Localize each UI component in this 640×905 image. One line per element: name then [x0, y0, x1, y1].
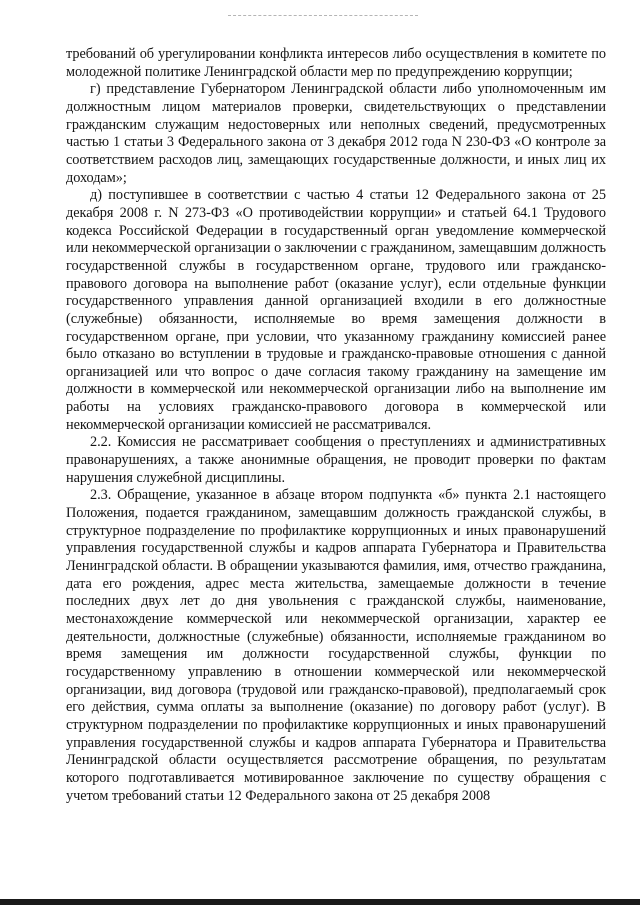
- paragraph-item-g: г) представление Губернатором Ленинградской области либо уполномоченным им должностным лицом материалов проверки, свидетельствующих о представлении гражданским служащим недостоверных или неполных сведений, предусмотренных частью 1 статьи 3 Федерального закона от 3 декабря 2012 года N 230-ФЗ «О контроле за соответствием расходов лиц, замещающих государственные должности, и иных лиц их доходам»;: [66, 81, 606, 186]
- paragraph-continuation: требований об урегулировании конфликта интересов либо осуществления в комитете по молодежной политике Ленинградской области мер по предупреждению коррупции;: [66, 46, 606, 80]
- scan-edge-line: [228, 15, 418, 16]
- paragraph-item-d: д) поступившее в соответствии с частью 4 статьи 12 Федерального закона от 25 декабря 2008 г. N 273-ФЗ «О противодействии коррупции» и статьей 64.1 Трудового кодекса Российской Федерации в государственный орган уведомление коммерческой или некоммерческой организации о заключении с гражданином, замещавшим должность государственной службы в государственном органе, трудового или гражданско-правового договора на выполнение работ (оказание услуг), если отдельные функции государственного управления данной организацией входили в его должностные (служебные) обязанности, исполняемые во время замещения должности в государственном органе, при условии, что указанному гражданину комиссией ранее было отказано во вступлении в трудовые и гражданско-правовые отношения с данной организацией или что вопрос о даче согласия такому гражданину на замещение им должности в коммерческой или некоммерческой организации либо на выполнение им работы на условиях гражданско-правового договора в коммерческой или некоммерческой организации комиссией не рассматривался.: [66, 187, 606, 433]
- paragraph-2-3: 2.3. Обращение, указанное в абзаце втором подпункта «б» пункта 2.1 настоящего Положения, подается гражданином, замещавшим должность гражданской службы, в структурное подразделение по профилактике коррупционных и иных правонарушений управления государственной службы и кадров аппарата Губернатора и Правительства Ленинградской области. В обращении указываются фамилия, имя, отчество гражданина, дата его рождения, адрес места жительства, замещаемые должности в течение последних двух лет до дня увольнения с гражданской службы, наименование, местонахождение коммерческой или некоммерческой организации, характер ее деятельности, должностные (служебные) обязанности, исполняемые гражданином во время замещения им должности государственной службы, функции по государственному управлению в отношении коммерческой или некоммерческой организации, вид договора (трудовой или гражданско-правовой), предполагаемый срок его действия, сумма оплаты за выполнение (оказание) по договору работ (услуг). В структурном подразделении по профилактике коррупционных и иных правонарушений управления государственной службы и кадров аппарата Губернатора и Правительства Ленинградской области осуществляется рассмотрение обращения, по результатам которого подготавливается мотивированное заключение по существу обращения с учетом требований статьи 12 Федерального закона от 25 декабря 2008: [66, 487, 606, 804]
- scan-bottom-border: [0, 899, 640, 905]
- paragraph-2-2: 2.2. Комиссия не рассматривает сообщения о преступлениях и административных правонарушениях, а также анонимные обращения, не проводит проверки по фактам нарушения служебной дисциплины.: [66, 434, 606, 486]
- document-body: [66, 46, 606, 805]
